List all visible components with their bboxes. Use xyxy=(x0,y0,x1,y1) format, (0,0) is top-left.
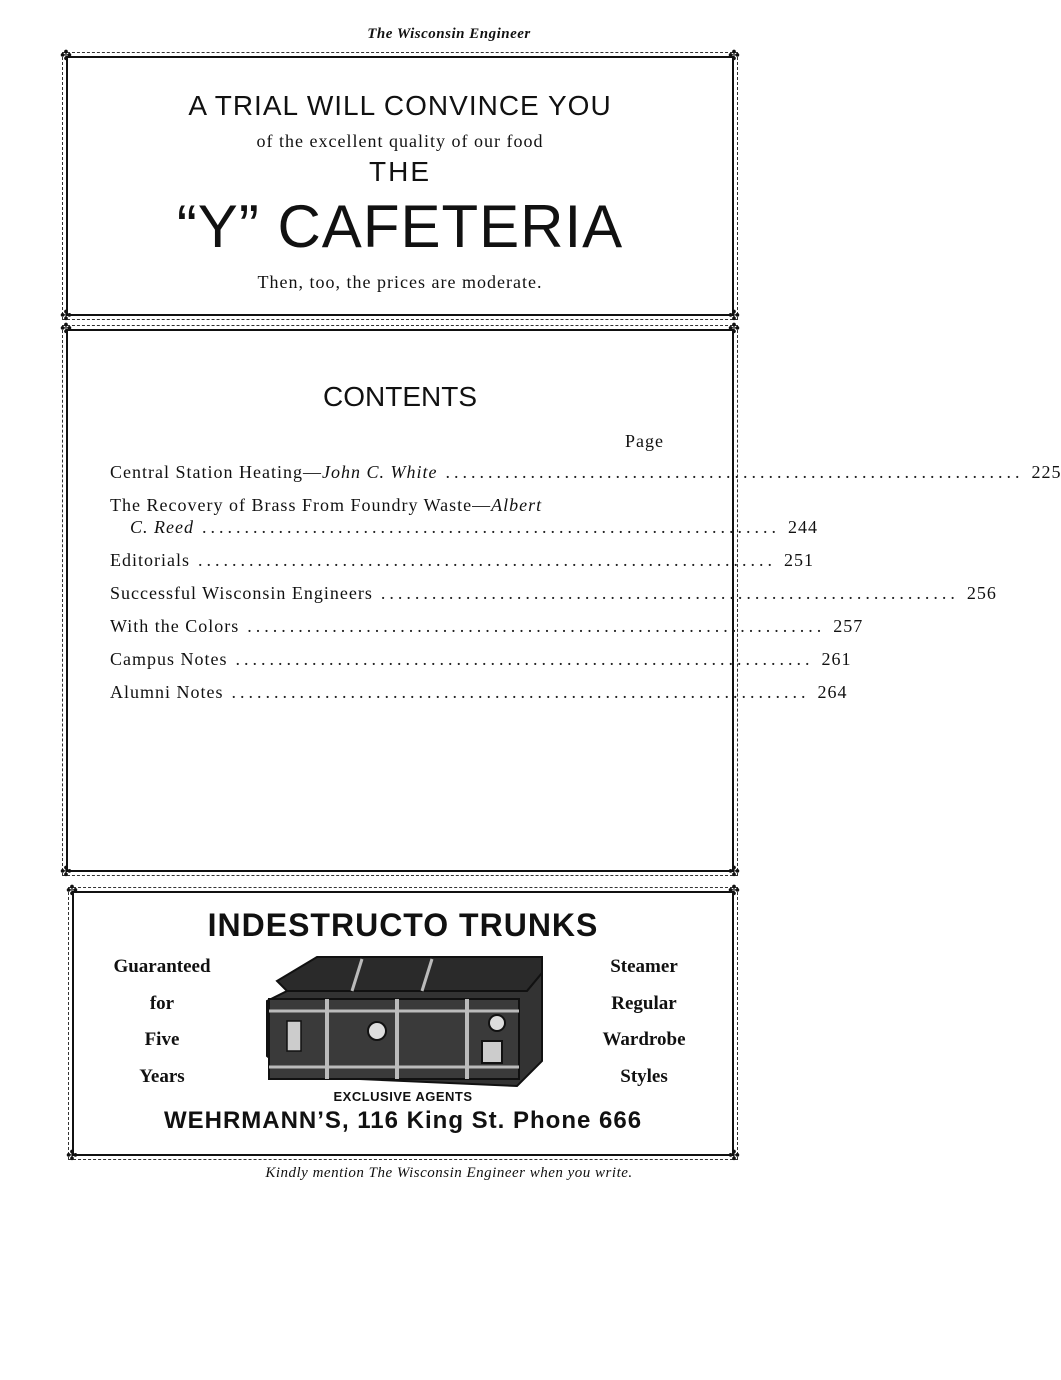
trunks-right-word: Regular xyxy=(611,992,677,1014)
steamer-trunk-illustration xyxy=(257,951,547,1091)
contents-box xyxy=(60,321,1061,880)
trunks-right-word: Wardrobe xyxy=(602,1029,686,1050)
toc-entry-page: 257 xyxy=(833,616,864,636)
toc-entry[interactable] xyxy=(110,461,1061,483)
running-head: The Wisconsin Engineer xyxy=(367,26,531,42)
toc-entry-title: With the Colors xyxy=(110,616,240,636)
ornament-cross-icon: ✤ xyxy=(66,883,78,899)
running-foot: Kindly mention The Wisconsin Engineer when you write. xyxy=(265,1165,633,1181)
trunks-left-word: Guaranteed xyxy=(113,956,211,977)
ornament-cross-icon: ✤ xyxy=(60,48,72,64)
toc-entry[interactable] xyxy=(110,615,864,637)
toc-entry[interactable] xyxy=(110,681,848,703)
toc-entry-page: 264 xyxy=(817,682,848,702)
toc-leader-dots: .................................................................... xyxy=(198,550,776,570)
trunks-left-word: for xyxy=(149,992,175,1014)
ad-cafeteria xyxy=(60,48,740,324)
ornament-cross-icon: ✤ xyxy=(60,864,72,880)
ad-trunks xyxy=(66,883,740,1164)
toc-leader-dots: .................................................................... xyxy=(201,517,780,537)
toc-entry-page: 225 xyxy=(1031,462,1061,482)
trunks-title: INDESTRUCTO TRUNKS xyxy=(207,907,599,943)
toc-leader-dots: .................................................................... xyxy=(231,682,810,702)
trunks-right-word: Styles xyxy=(620,1065,668,1087)
toc-entry-page: 256 xyxy=(966,583,997,603)
cafeteria-the: THE xyxy=(369,156,431,187)
toc-leader-dots: .................................................................... xyxy=(235,649,814,669)
cafeteria-footer: Then, too, the prices are moderate. xyxy=(257,272,543,292)
toc-entry[interactable] xyxy=(110,549,814,571)
toc-entry-title: Central Station Heating—John C. White xyxy=(110,462,438,482)
trunks-dealer: WEHRMANN’S, 116 King St. Phone 666 xyxy=(163,1107,643,1134)
toc-leader-dots: .................................................................... xyxy=(380,583,959,603)
cafeteria-name: “Y” CAFETERIA xyxy=(176,193,624,260)
contents-title: CONTENTS xyxy=(323,381,477,412)
toc-entry-title: Campus Notes xyxy=(110,649,228,669)
toc-entry[interactable] xyxy=(110,582,997,604)
trunks-left-word: Five xyxy=(144,1029,180,1050)
toc-entry[interactable] xyxy=(110,494,818,538)
toc-entry-page: 244 xyxy=(787,517,818,537)
trunks-right-column xyxy=(574,949,714,1095)
ornament-cross-icon: ✤ xyxy=(66,1148,78,1164)
ornament-cross-icon: ✤ xyxy=(60,321,72,337)
toc-entry-page: 261 xyxy=(821,649,852,669)
ornament-cross-icon: ✤ xyxy=(728,48,740,64)
ornament-cross-icon: ✤ xyxy=(728,321,740,337)
toc-entry-page: 251 xyxy=(784,550,814,570)
toc-entry-author: John C. White xyxy=(321,462,438,482)
ornament-cross-icon: ✤ xyxy=(728,883,740,899)
toc-entry-author: C. Reed xyxy=(130,517,194,537)
ornament-cross-icon: ✤ xyxy=(728,308,740,324)
cafeteria-subline: of the excellent quality of our food xyxy=(256,131,544,151)
toc-entry-author: Albert xyxy=(491,495,543,515)
toc-entry-title: Alumni Notes xyxy=(110,682,224,702)
trunks-right-word: Steamer xyxy=(610,956,678,977)
toc-leader-dots: .................................................................... xyxy=(445,462,1024,482)
toc-leader-dots: .................................................................... xyxy=(247,616,826,636)
ornament-cross-icon: ✤ xyxy=(728,864,740,880)
toc-entry-title: Editorials xyxy=(110,550,190,570)
trunks-left-column xyxy=(92,949,232,1095)
toc-entry-title: Successful Wisconsin Engineers xyxy=(110,583,373,603)
toc-entry[interactable] xyxy=(110,648,852,670)
contents-page-header: Page xyxy=(625,431,664,451)
ornament-cross-icon: ✤ xyxy=(728,1148,740,1164)
trunks-left-word: Years xyxy=(139,1065,185,1087)
cafeteria-headline: A TRIAL WILL CONVINCE YOU xyxy=(188,90,612,121)
trunks-agents: EXCLUSIVE AGENTS xyxy=(333,1089,473,1104)
toc-entry-title: The Recovery of Brass From Foundry Waste—Albert xyxy=(110,495,543,515)
ornament-cross-icon: ✤ xyxy=(60,308,72,324)
